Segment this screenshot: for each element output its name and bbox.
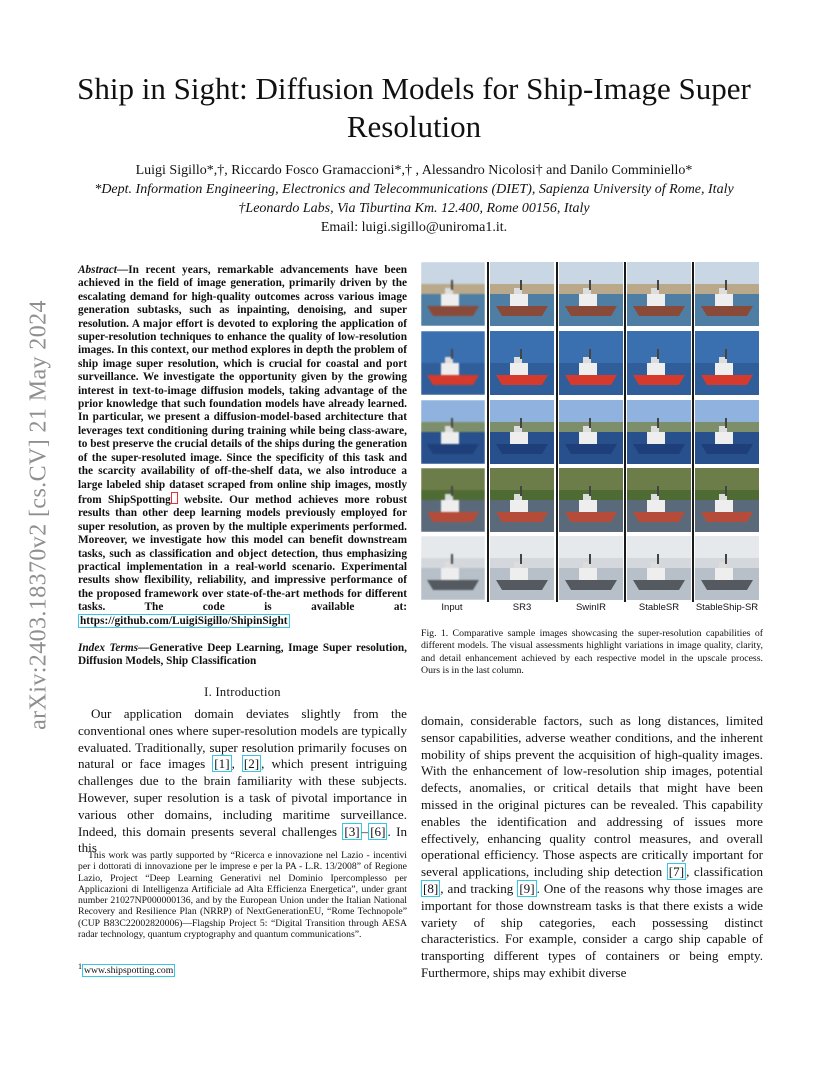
text-span: Our application domain deviates slightly from the conventional ones where super-resolution models are typically evaluated. Traditionally, super resolution primarily focuses on natural or face images [78,706,407,772]
citation-link[interactable]: [7] [668,864,685,880]
sample-image [490,536,554,600]
abstract-text-cont: website. Our method achieves more robust results than other deep learning models previously employed for super resolution, as proven by the multiple experiments performed. Moreover, we investigate how this model can benefit downstream tasks, such as classification and object detection, thus emphasizing practical implementation in a real-world scenario. Experimental results show flexibility, reliability, and impressive performance of the proposed framework over state-of-the-art methods for different tasks. The code is available at: [78,493,407,614]
footnote-number: 1 [78,962,83,971]
arxiv-sidebar [14,280,64,750]
affiliation-1: *Dept. Information Engineering, Electronics and Telecommunications (DIET), Sapienza University of Rome, Italy [94,182,734,197]
sample-image [421,262,485,326]
sample-image [421,331,485,395]
column-divider [624,262,626,602]
code-link[interactable]: https://github.com/LuigiSigillo/ShipinSight [80,614,288,627]
text-span: . One of the reasons why those images are important for those downstream tasks is that there exists a wide variety of ship categories, each possessing distinct characteristics. For example, consider a cargo ship capable of transporting different types of containers or being empty. Furthermore, ships may exhibit diverse [421,880,763,980]
sample-image [627,331,691,395]
sample-image [421,400,485,464]
figure-1 [421,262,763,614]
sample-image [490,331,554,395]
sample-image [627,400,691,464]
citation-link[interactable]: [9] [519,880,535,896]
citation-link[interactable]: [6] [370,823,386,839]
citation-link[interactable]: [3] [344,823,360,839]
text-span: . In this [78,823,407,856]
figure-column-label: SR3 [512,602,532,613]
figure-column-label: StableShip-SR [695,602,759,613]
citation-link[interactable]: [8] [423,880,439,896]
column-divider [692,262,694,602]
citation-link[interactable]: [2] [243,756,260,772]
sample-image [695,331,759,395]
sample-image [421,468,485,532]
sample-image [559,468,623,532]
column-divider [487,262,489,602]
affiliation-2: †Leonardo Labs, Via Tiburtina Km. 12.400, Rome 00156, Italy [238,201,590,216]
footnote-mark-link[interactable] [171,492,178,504]
sample-image [490,468,554,532]
contact-email: Email: luigi.sigillo@uniroma1.it. [320,220,508,235]
sample-image [627,468,691,532]
text-span: , [231,756,242,772]
index-terms-text: —Generative Deep Learning, Image Super resolution, Diffusion Models, Ship Classification [78,642,407,668]
sample-image [695,468,759,532]
sample-image [559,331,623,395]
sample-image [559,262,623,326]
figure-column-label: SwinIR [575,602,607,613]
text-span: – [361,823,369,839]
text-span: domain, considerable factors, such as long distances, limited sensor capabilities, adverse weather conditions, and the inherent mobility of ships prevent the acquisition of high-quality images. With the enhancement of low-resolution ship images, potential defects, anomalies, or critical details that might have been missed in the original pictures can be revealed. This capability enables the identification and addressing of issues more effectively, enhancing quality control measures, and overall operational efficiency. Those aspects are critically important for several applications, including ship detection [421,713,763,880]
figure-column-label: Input [441,602,463,613]
intro-left-paragraph [78,706,407,857]
sample-image [559,400,623,464]
section-heading: I. Introduction [204,685,281,699]
sample-image [627,536,691,600]
shipspotting-link[interactable]: www.shipspotting.com [84,965,174,977]
sample-image [559,536,623,600]
paper-title: Ship in Sight: Diffusion Models for Ship-Image Super Resolution [77,71,751,144]
text-span: , and tracking [440,880,518,896]
citation-link[interactable]: [1] [214,756,230,772]
sample-image [695,262,759,326]
arxiv-identifier: arXiv:2403.18370v2 [cs.CV] 21 May 2024 [25,300,52,730]
index-terms [78,642,407,669]
index-terms-lead: Index Terms [78,642,139,654]
column-divider [556,262,558,602]
sample-image [421,536,485,600]
text-span: , which present intriguing challenges due to the brain familiarity with these subjects. However, super resolution is a task of pivotal importance in various other domains, including maritime surveillance. Indeed, this domain presents several challenges [78,756,407,839]
sample-image [490,262,554,326]
author-list: Luigi Sigillo*,†, Riccardo Fosco Gramaccioni*,† , Alessandro Nicolosi† and Danilo Comminiello* [135,163,693,178]
abstract [78,264,407,628]
sample-image [490,400,554,464]
funding-footnote: This work was partly supported by “Ricerca e innovazione nel Lazio - incentivi per i dottorati di innovazione per le imprese e per la PA - L.R. 13/2008” of Regione Lazio, Project “Deep Learning Generativi nel Dominio Ipercomplesso per Applicazioni di Intelligenza Artificiale ad Alta Efficienza Energetica”, under grant number 21027NP000000136, and by the European Union under the Italian National Recovery and Resilience Plan (NRRP) of NextGenerationEU, “Rome Technopole” (CUP B83C22002820006)—Flagship Project 5: “Digital Transition through AESA radar technology, quantum cryptography and quantum communications”. [78,850,407,941]
figure-caption: Fig. 1. Comparative sample images showcasing the super-resolution capabilities of different models. The visual assessments highlight variations in image quality, clarity, and detail enhancement achieved by each respective model in the upscale process. Ours is in the last column. [421,628,763,677]
figure-column-label: StableSR [638,602,680,613]
sample-image [695,536,759,600]
sample-image [627,262,691,326]
sample-image [695,400,759,464]
abstract-lead: Abstract [78,264,117,276]
intro-right-paragraph [421,713,763,982]
text-span: , classification [686,864,763,880]
abstract-text: —In recent years, remarkable advancements have been achieved in the field of image generation, primarily driven by the escalating demand for high-quality outcomes across various image generation subtasks, such as inpainting, denoising, and super resolution. A major effort is devoted to exploring the application of super-resolution techniques to enhance the quality of low-resolution images. In this context, our method explores in depth the problem of ship image super resolution, which is crucial for coastal and port surveillance. We investigate the opportunity given by the growing interest in text-to-image diffusion models, taking advantage of the prior knowledge that such foundation models have already learned. In particular, we present a diffusion-model-based architecture that leverages text conditioning during training while being class-aware, to best preserve the crucial details of the ships during the generation of the super-resoluted image. Since the specificity of this task and the scarcity availability of off-the-shelf data, we also introduce a large labeled ship dataset scraped from online ship images, mostly from ShipSpotting [78,264,407,506]
url-footnote [78,961,407,977]
